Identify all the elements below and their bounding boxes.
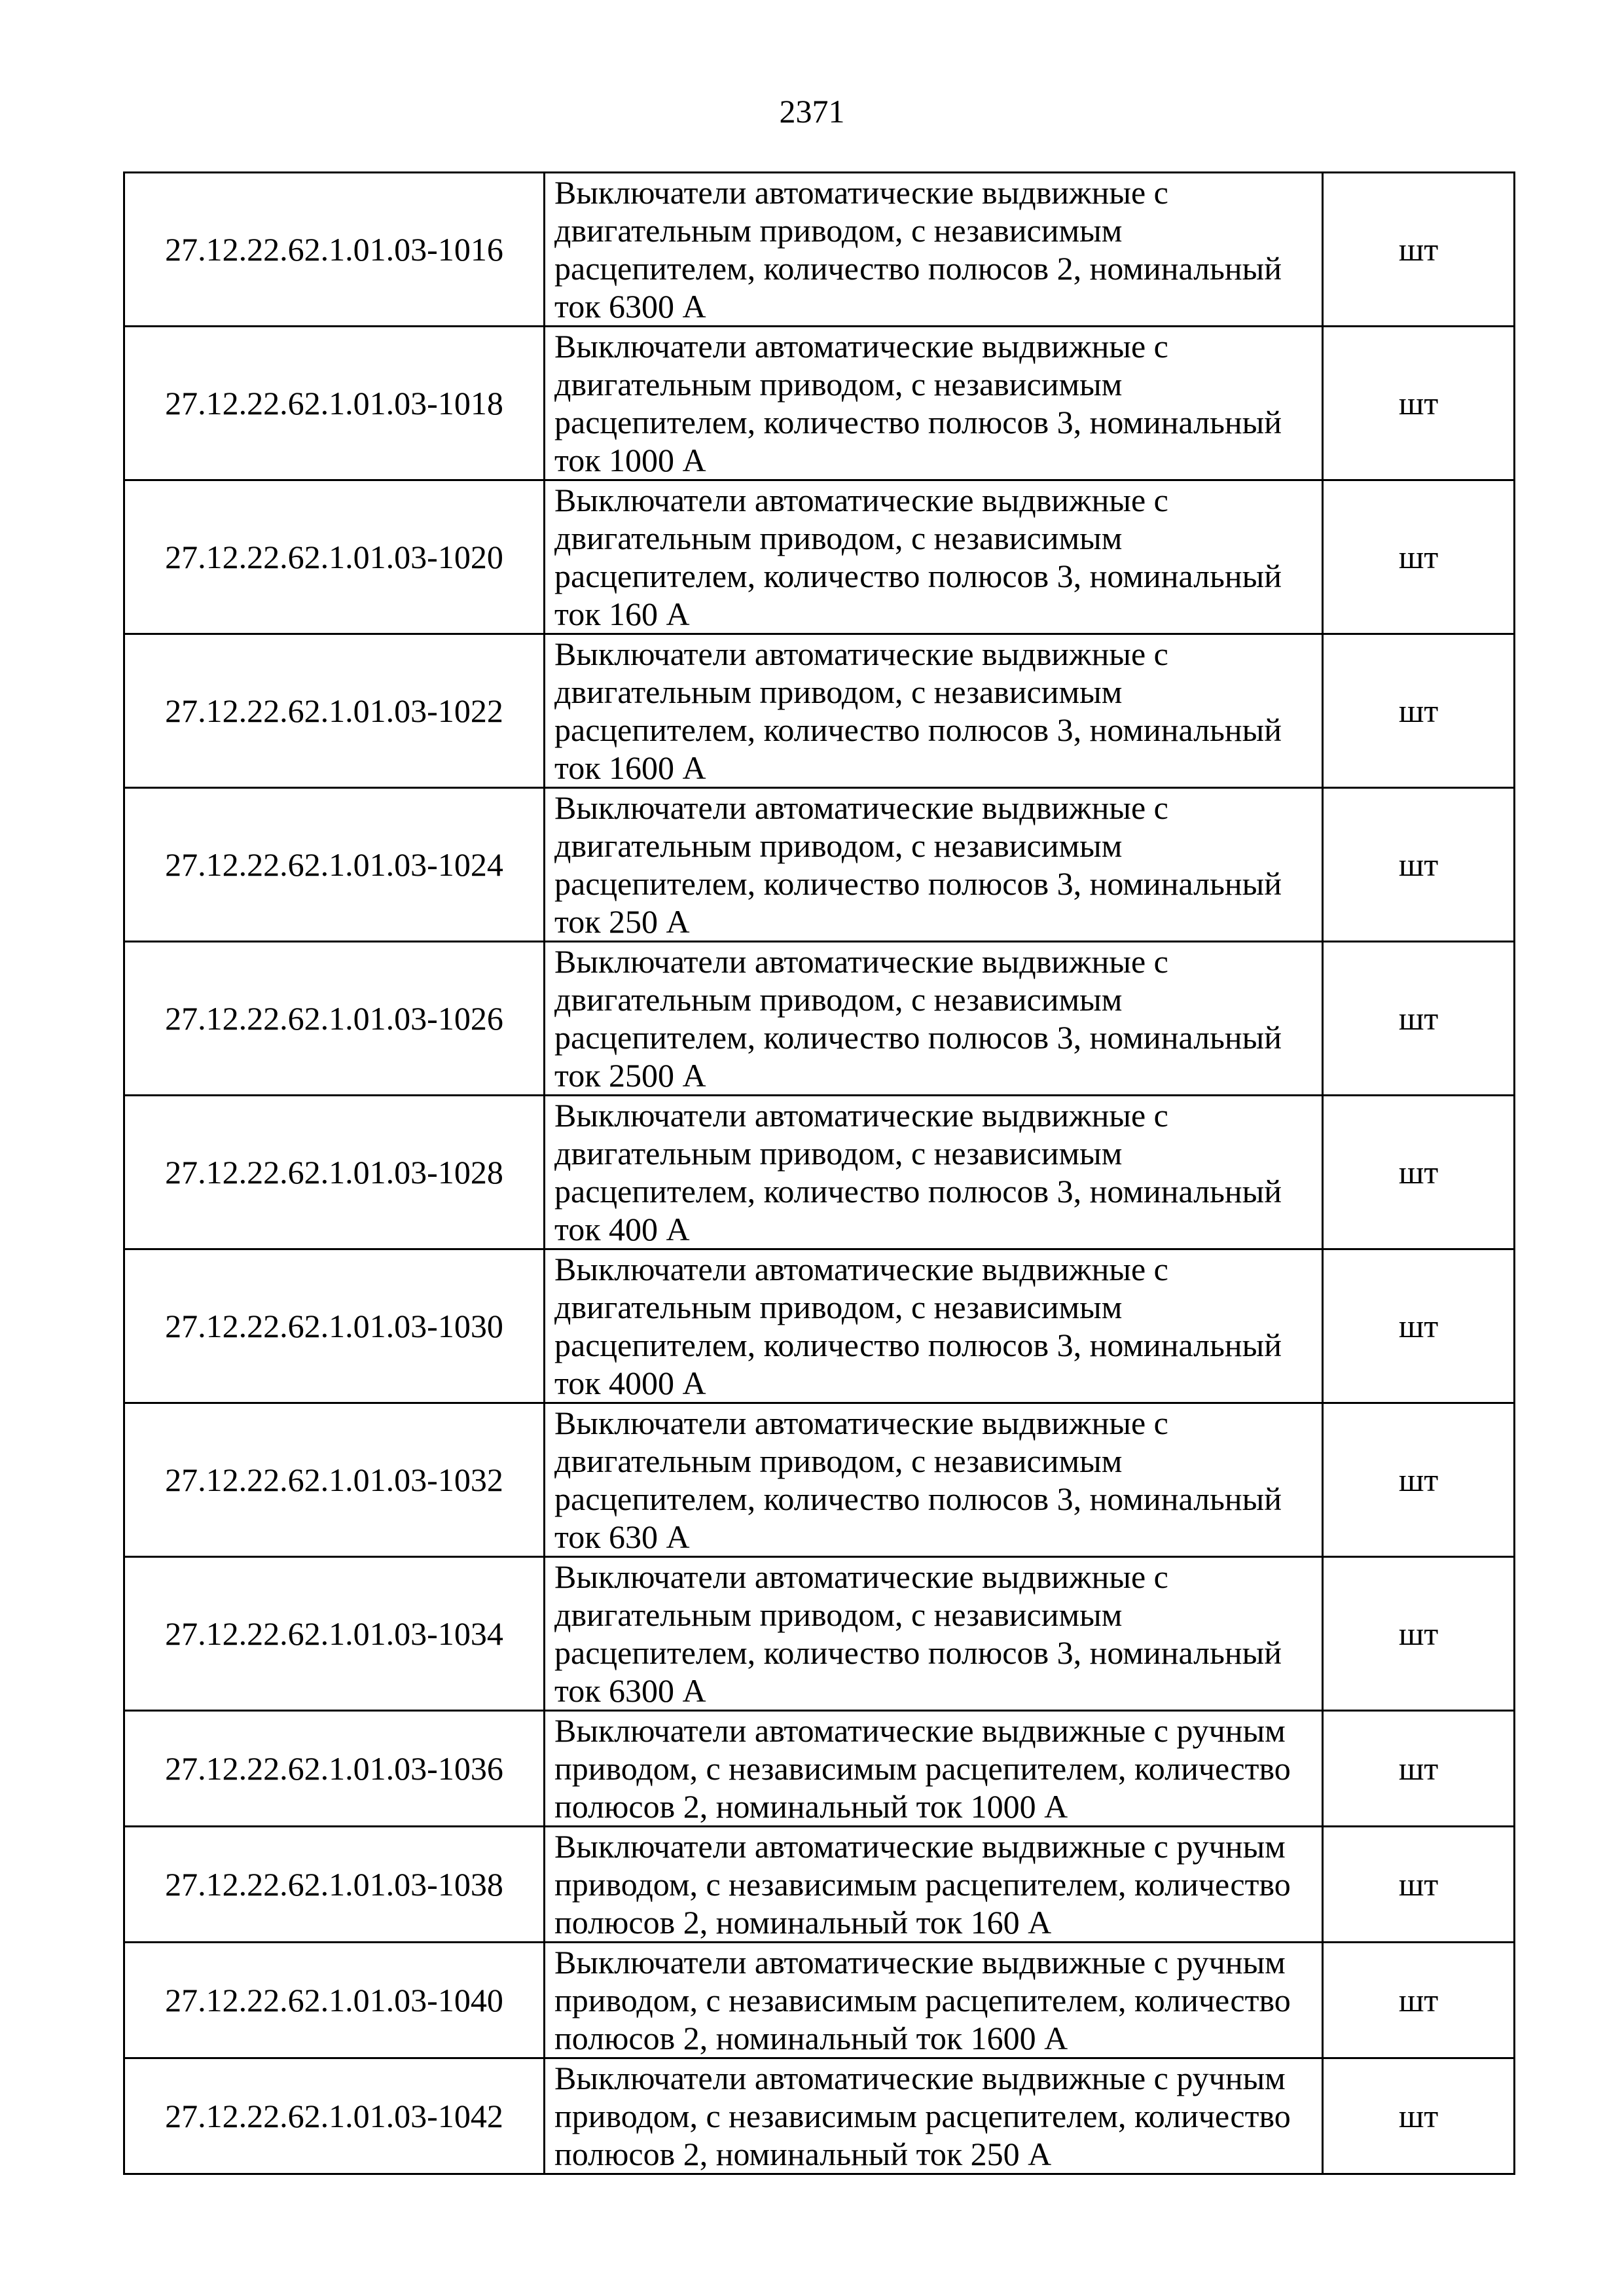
table-row (124, 480, 1515, 634)
row-unit: шт (1323, 942, 1515, 1096)
row-unit: шт (1323, 1249, 1515, 1403)
row-unit: шт (1323, 1943, 1515, 2058)
table-row (124, 1096, 1515, 1249)
row-description: Выключатели автоматические выдвижные с двигательным приводом, с независимым расцепителем, количество полюсов 3, номинальный ток 1600 А (545, 634, 1323, 788)
row-unit: шт (1323, 480, 1515, 634)
page-number: 2371 (779, 93, 845, 130)
row-code: 27.12.22.62.1.01.03-1028 (124, 1096, 545, 1249)
row-description: Выключатели автоматические выдвижные с ручным приводом, с независимым расцепителем, количество полюсов 2, номинальный ток 1000 А (545, 1711, 1323, 1827)
row-unit: шт (1323, 1557, 1515, 1711)
row-description: Выключатели автоматические выдвижные с двигательным приводом, с независимым расцепителем, количество полюсов 3, номинальный ток 4000 А (545, 1249, 1323, 1403)
row-code: 27.12.22.62.1.01.03-1030 (124, 1249, 545, 1403)
row-code: 27.12.22.62.1.01.03-1024 (124, 788, 545, 942)
row-unit: шт (1323, 1711, 1515, 1827)
row-code: 27.12.22.62.1.01.03-1040 (124, 1943, 545, 2058)
row-description: Выключатели автоматические выдвижные с ручным приводом, с независимым расцепителем, количество полюсов 2, номинальный ток 1600 А (545, 1943, 1323, 2058)
table-row (124, 173, 1515, 327)
row-unit: шт (1323, 173, 1515, 327)
row-unit: шт (1323, 2058, 1515, 2174)
row-code: 27.12.22.62.1.01.03-1034 (124, 1557, 545, 1711)
row-description: Выключатели автоматические выдвижные с двигательным приводом, с независимым расцепителем, количество полюсов 2, номинальный ток 6300 А (545, 173, 1323, 327)
table-row (124, 1249, 1515, 1403)
row-code: 27.12.22.62.1.01.03-1036 (124, 1711, 545, 1827)
table-row (124, 634, 1515, 788)
row-description: Выключатели автоматические выдвижные с ручным приводом, с независимым расцепителем, количество полюсов 2, номинальный ток 160 А (545, 1827, 1323, 1943)
row-description: Выключатели автоматические выдвижные с двигательным приводом, с независимым расцепителем, количество полюсов 3, номинальный ток 630 А (545, 1403, 1323, 1557)
row-code: 27.12.22.62.1.01.03-1020 (124, 480, 545, 634)
table-row (124, 1711, 1515, 1827)
row-code: 27.12.22.62.1.01.03-1026 (124, 942, 545, 1096)
row-description: Выключатели автоматические выдвижные с двигательным приводом, с независимым расцепителем, количество полюсов 3, номинальный ток 6300 А (545, 1557, 1323, 1711)
row-code: 27.12.22.62.1.01.03-1038 (124, 1827, 545, 1943)
row-code: 27.12.22.62.1.01.03-1022 (124, 634, 545, 788)
table-row (124, 1557, 1515, 1711)
row-unit: шт (1323, 634, 1515, 788)
row-description: Выключатели автоматические выдвижные с двигательным приводом, с независимым расцепителем, количество полюсов 3, номинальный ток 250 А (545, 788, 1323, 942)
table-row (124, 327, 1515, 480)
row-unit: шт (1323, 1827, 1515, 1943)
table-row (124, 1943, 1515, 2058)
row-unit: шт (1323, 327, 1515, 480)
row-description: Выключатели автоматические выдвижные с двигательным приводом, с независимым расцепителем, количество полюсов 3, номинальный ток 400 А (545, 1096, 1323, 1249)
row-code: 27.12.22.62.1.01.03-1016 (124, 173, 545, 327)
table-row (124, 1827, 1515, 1943)
classifier-table (123, 171, 1515, 2175)
row-description: Выключатели автоматические выдвижные с двигательным приводом, с независимым расцепителем, количество полюсов 3, номинальный ток 2500 А (545, 942, 1323, 1096)
table-row (124, 2058, 1515, 2174)
table-row (124, 1403, 1515, 1557)
row-code: 27.12.22.62.1.01.03-1032 (124, 1403, 545, 1557)
row-unit: шт (1323, 1096, 1515, 1249)
row-code: 27.12.22.62.1.01.03-1018 (124, 327, 545, 480)
table-row (124, 942, 1515, 1096)
table-row (124, 788, 1515, 942)
row-unit: шт (1323, 1403, 1515, 1557)
row-unit: шт (1323, 788, 1515, 942)
row-code: 27.12.22.62.1.01.03-1042 (124, 2058, 545, 2174)
row-description: Выключатели автоматические выдвижные с ручным приводом, с независимым расцепителем, количество полюсов 2, номинальный ток 250 А (545, 2058, 1323, 2174)
row-description: Выключатели автоматические выдвижные с двигательным приводом, с независимым расцепителем, количество полюсов 3, номинальный ток 1000 А (545, 327, 1323, 480)
row-description: Выключатели автоматические выдвижные с двигательным приводом, с независимым расцепителем, количество полюсов 3, номинальный ток 160 А (545, 480, 1323, 634)
